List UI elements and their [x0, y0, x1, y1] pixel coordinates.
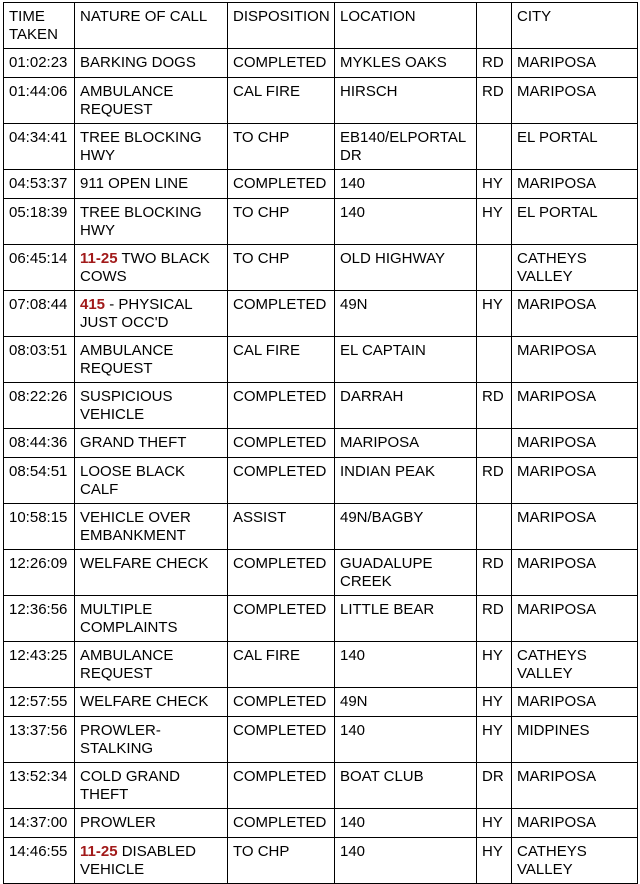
cell-disposition: TO CHP: [228, 245, 335, 291]
cell-time-taken: 14:46:55: [4, 838, 75, 884]
cell-location: MARIPOSA: [335, 429, 477, 458]
cell-road-suffix: HY: [477, 199, 512, 245]
cell-city: MARIPOSA: [512, 809, 638, 838]
cell-location: EB140/ELPORTAL DR: [335, 124, 477, 170]
cell-disposition: COMPLETED: [228, 550, 335, 596]
cell-nature-of-call: [75, 245, 228, 291]
cell-time-taken: 13:37:56: [4, 717, 75, 763]
cell-disposition: TO CHP: [228, 199, 335, 245]
cell-disposition: COMPLETED: [228, 458, 335, 504]
call-nature-text: - PHYSICAL JUST OCC'D: [80, 296, 193, 331]
cell-nature-of-call: [75, 763, 228, 809]
cell-location: 49N: [335, 688, 477, 717]
cell-road-suffix: RD: [477, 550, 512, 596]
cell-nature-of-call: [75, 124, 228, 170]
cell-road-suffix: HY: [477, 170, 512, 199]
cell-city: CATHEYS VALLEY: [512, 642, 638, 688]
table-row: [4, 78, 638, 124]
cell-road-suffix: HY: [477, 642, 512, 688]
cell-nature-of-call: [75, 78, 228, 124]
table-row: [4, 642, 638, 688]
cell-city: MARIPOSA: [512, 337, 638, 383]
cell-disposition: TO CHP: [228, 124, 335, 170]
call-nature-text: TREE BLOCKING HWY: [80, 129, 202, 164]
cell-location: MYKLES OAKS: [335, 49, 477, 78]
cell-time-taken: 10:58:15: [4, 504, 75, 550]
cell-location: 140: [335, 838, 477, 884]
cell-location: EL CAPTAIN: [335, 337, 477, 383]
call-nature-text: PROWLER-STALKING: [80, 722, 161, 757]
call-code: 11-25: [80, 843, 118, 860]
table-row: [4, 809, 638, 838]
table-row: [4, 429, 638, 458]
table-row: [4, 124, 638, 170]
cell-location: OLD HIGHWAY: [335, 245, 477, 291]
cell-road-suffix: HY: [477, 838, 512, 884]
cell-location: 140: [335, 809, 477, 838]
table-row: [4, 717, 638, 763]
cell-time-taken: 01:44:06: [4, 78, 75, 124]
cell-road-suffix: RD: [477, 49, 512, 78]
table-row: [4, 838, 638, 884]
cell-disposition: COMPLETED: [228, 596, 335, 642]
cell-time-taken: 14:37:00: [4, 809, 75, 838]
cell-road-suffix: RD: [477, 383, 512, 429]
cell-road-suffix: HY: [477, 717, 512, 763]
header-nature-of-call: NATURE OF CALL: [75, 3, 228, 49]
call-code: 415: [80, 296, 106, 313]
call-nature-text: PROWLER: [80, 814, 156, 831]
call-code: 11-25: [80, 250, 118, 267]
header-city: CITY: [512, 3, 638, 49]
cell-location: DARRAH: [335, 383, 477, 429]
cell-road-suffix: [477, 337, 512, 383]
cell-city: MARIPOSA: [512, 504, 638, 550]
call-nature-text: VEHICLE OVER EMBANKMENT: [80, 509, 191, 544]
cell-city: MARIPOSA: [512, 383, 638, 429]
cell-city: MARIPOSA: [512, 429, 638, 458]
table-row: [4, 504, 638, 550]
cell-nature-of-call: [75, 458, 228, 504]
call-nature-text: BARKING DOGS: [80, 54, 196, 71]
cell-disposition: COMPLETED: [228, 383, 335, 429]
table-row: [4, 170, 638, 199]
cell-city: CATHEYS VALLEY: [512, 838, 638, 884]
cell-time-taken: 05:18:39: [4, 199, 75, 245]
call-nature-text: AMBULANCE REQUEST: [80, 647, 174, 682]
cell-road-suffix: [477, 429, 512, 458]
cell-time-taken: 12:26:09: [4, 550, 75, 596]
cell-road-suffix: RD: [477, 78, 512, 124]
call-nature-text: GRAND THEFT: [80, 434, 187, 451]
table-row: [4, 763, 638, 809]
cell-location: GUADALUPE CREEK: [335, 550, 477, 596]
cell-road-suffix: HY: [477, 809, 512, 838]
cell-road-suffix: HY: [477, 688, 512, 717]
call-nature-text: AMBULANCE REQUEST: [80, 83, 174, 118]
cell-disposition: CAL FIRE: [228, 337, 335, 383]
table-row: [4, 596, 638, 642]
header-disposition: DISPOSITION: [228, 3, 335, 49]
cell-time-taken: 08:54:51: [4, 458, 75, 504]
call-nature-text: TREE BLOCKING HWY: [80, 204, 202, 239]
cell-disposition: CAL FIRE: [228, 78, 335, 124]
cell-disposition: COMPLETED: [228, 429, 335, 458]
cell-city: MARIPOSA: [512, 170, 638, 199]
cell-time-taken: 08:03:51: [4, 337, 75, 383]
cell-city: EL PORTAL: [512, 124, 638, 170]
table-row: [4, 337, 638, 383]
cell-road-suffix: RD: [477, 458, 512, 504]
header-time-taken: TIME TAKEN: [4, 3, 75, 49]
call-nature-text: TWO BLACK COWS: [80, 250, 210, 285]
cell-nature-of-call: [75, 49, 228, 78]
cell-location: 140: [335, 642, 477, 688]
cell-disposition: COMPLETED: [228, 170, 335, 199]
cell-disposition: CAL FIRE: [228, 642, 335, 688]
cell-nature-of-call: [75, 838, 228, 884]
cell-city: MARIPOSA: [512, 458, 638, 504]
table-row: [4, 291, 638, 337]
cell-nature-of-call: [75, 337, 228, 383]
cell-city: EL PORTAL: [512, 199, 638, 245]
call-nature-text: SUSPICIOUS VEHICLE: [80, 388, 173, 423]
table-row: [4, 199, 638, 245]
cell-location: 140: [335, 170, 477, 199]
cell-nature-of-call: [75, 383, 228, 429]
cell-time-taken: 04:34:41: [4, 124, 75, 170]
cell-city: MARIPOSA: [512, 763, 638, 809]
cell-nature-of-call: [75, 199, 228, 245]
cell-time-taken: 07:08:44: [4, 291, 75, 337]
cell-time-taken: 04:53:37: [4, 170, 75, 199]
cell-time-taken: 12:57:55: [4, 688, 75, 717]
cell-disposition: ASSIST: [228, 504, 335, 550]
cell-nature-of-call: [75, 688, 228, 717]
call-nature-text: WELFARE CHECK: [80, 555, 209, 572]
cell-time-taken: 12:43:25: [4, 642, 75, 688]
cell-city: MARIPOSA: [512, 291, 638, 337]
cell-disposition: COMPLETED: [228, 763, 335, 809]
cell-location: INDIAN PEAK: [335, 458, 477, 504]
call-nature-text: WELFARE CHECK: [80, 693, 209, 710]
cell-disposition: COMPLETED: [228, 49, 335, 78]
cell-location: HIRSCH: [335, 78, 477, 124]
cell-disposition: COMPLETED: [228, 717, 335, 763]
cell-road-suffix: DR: [477, 763, 512, 809]
table-row: [4, 383, 638, 429]
call-nature-text: COLD GRAND THEFT: [80, 768, 181, 803]
cell-city: MARIPOSA: [512, 78, 638, 124]
cell-nature-of-call: [75, 170, 228, 199]
cell-nature-of-call: [75, 642, 228, 688]
cell-time-taken: 01:02:23: [4, 49, 75, 78]
cell-disposition: COMPLETED: [228, 688, 335, 717]
cell-time-taken: 08:44:36: [4, 429, 75, 458]
cell-location: LITTLE BEAR: [335, 596, 477, 642]
cell-location: 49N/BAGBY: [335, 504, 477, 550]
cell-nature-of-call: [75, 550, 228, 596]
cell-nature-of-call: [75, 429, 228, 458]
cell-road-suffix: [477, 124, 512, 170]
table-row: [4, 49, 638, 78]
cell-city: MARIPOSA: [512, 550, 638, 596]
cell-location: 140: [335, 717, 477, 763]
cell-disposition: TO CHP: [228, 838, 335, 884]
table-row: [4, 458, 638, 504]
cell-nature-of-call: [75, 596, 228, 642]
cell-location: BOAT CLUB: [335, 763, 477, 809]
call-nature-text: LOOSE BLACK CALF: [80, 463, 186, 498]
call-nature-text: DISABLED VEHICLE: [80, 843, 196, 878]
header-row: [4, 3, 638, 49]
cell-location: 140: [335, 199, 477, 245]
table-row: [4, 688, 638, 717]
cell-time-taken: 13:52:34: [4, 763, 75, 809]
call-nature-text: AMBULANCE REQUEST: [80, 342, 174, 377]
cell-time-taken: 08:22:26: [4, 383, 75, 429]
cell-time-taken: 06:45:14: [4, 245, 75, 291]
table-row: [4, 245, 638, 291]
header-location: LOCATION: [335, 3, 477, 49]
call-log-table: [3, 2, 638, 884]
cell-road-suffix: [477, 504, 512, 550]
cell-road-suffix: [477, 245, 512, 291]
cell-road-suffix: RD: [477, 596, 512, 642]
cell-nature-of-call: [75, 504, 228, 550]
header-road-suffix: [477, 3, 512, 49]
cell-city: MARIPOSA: [512, 49, 638, 78]
cell-disposition: COMPLETED: [228, 809, 335, 838]
call-nature-text: MULTIPLE COMPLAINTS: [80, 601, 178, 636]
cell-road-suffix: HY: [477, 291, 512, 337]
cell-time-taken: 12:36:56: [4, 596, 75, 642]
call-nature-text: 911 OPEN LINE: [80, 175, 189, 192]
cell-city: CATHEYS VALLEY: [512, 245, 638, 291]
cell-location: 49N: [335, 291, 477, 337]
cell-city: MARIPOSA: [512, 688, 638, 717]
table-row: [4, 550, 638, 596]
cell-disposition: COMPLETED: [228, 291, 335, 337]
cell-city: MARIPOSA: [512, 596, 638, 642]
cell-nature-of-call: [75, 809, 228, 838]
cell-nature-of-call: [75, 291, 228, 337]
cell-city: MIDPINES: [512, 717, 638, 763]
cell-nature-of-call: [75, 717, 228, 763]
